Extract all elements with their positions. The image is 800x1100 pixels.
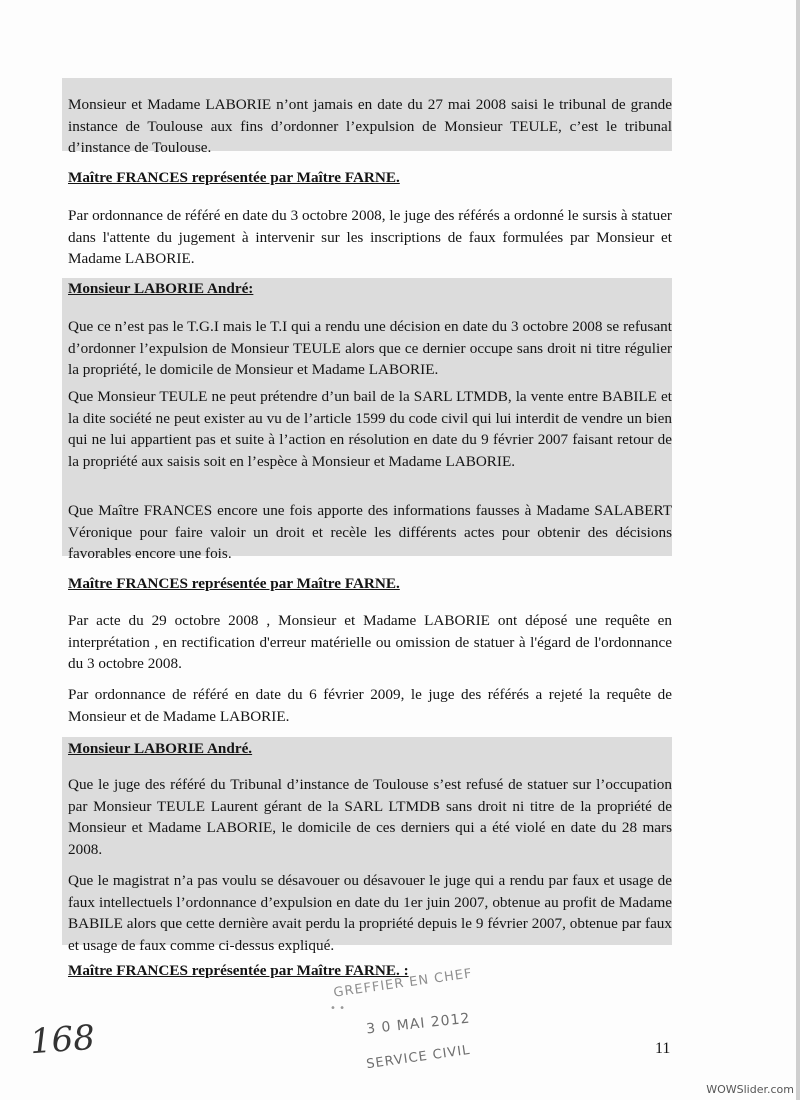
paragraph-referral-feb-2009: Par ordonnance de référé en date du 6 février 2009, le juge des référés a rejeté la requête de Monsieur et de Madame LABORIE. (68, 686, 672, 725)
heading-frances-3: Maître FRANCES représentée par Maître FARNE. : (68, 962, 409, 979)
heading-laborie-1: Monsieur LABORIE André: (68, 280, 254, 297)
page-number: 11 (655, 1040, 671, 1057)
paragraph-teule-lease: Que Monsieur TEULE ne peut prétendre d’un bail de la SARL LTMDB, la vente entre BABILE et la dite société ne peut exister au vu de l’article 1599 du code civil qui lui interdit de vendre un bien qui ne lui appartient pas et suite à l’action en résolution en date du 9 février 2007 faisant retour de la propriété aux saisis soit en l’espèce à Monsieur et Madame LABORIE. (68, 388, 672, 470)
stamp-date: 3 0 MAI 2012 (365, 1010, 472, 1038)
heading-frances-1: Maître FRANCES représentée par Maître FARNE. (68, 169, 400, 186)
watermark: WOWSlider.com (706, 1083, 794, 1096)
paragraph-referral-oct-2008: Par ordonnance de référé en date du 3 octobre 2008, le juge des référés a ordonné le sursis à statuer dans l'attente du jugement à intervenir sur les inscriptions de faux formulées par Monsieur et Madame LABORIE. (68, 207, 672, 267)
paragraph-ti-decision: Que ce n’est pas le T.G.I mais le T.I qui a rendu une décision en date du 3 octobre 2008 se refusant d’ordonner l’expulsion de Monsieur TEULE alors que ce dernier occupe sans droit ni titre régulier la propriété, le domicile de Monsieur et Madame LABORIE. (68, 318, 672, 378)
paragraph-false-information: Que Maître FRANCES encore une fois apporte des informations fausses à Madame SALABERT Véronique pour faire valoir un droit et recèle les différents actes pour obtenir des décisions favorables encore une fois. (68, 502, 672, 562)
stamp-service: SERVICE CIVIL (365, 1042, 472, 1073)
stamp-greffier: GREFFIER EN CHEF (332, 966, 474, 1001)
heading-frances-2: Maître FRANCES représentée par Maître FARNE. (68, 575, 400, 592)
paragraph-magistrate: Que le magistrat n’a pas voulu se désavouer ou désavouer le juge qui a rendu par faux et usage de faux intellectuels l’ordonnance d’expulsion en date du 1er juin 2007, obtenue au profit de Madame BABILE alors que cette dernière avait perdu la propriété depuis le 9 février 2007, obtenue par faux et usage de faux comme ci-dessus expliqué. (68, 872, 672, 954)
paragraph-request-oct-29: Par acte du 29 octobre 2008 , Monsieur et Madame LABORIE ont déposé une requête en interprétation , en rectification d'erreur matérielle ou omission de statuer à l'égard de l'ordonnance du 3 octobre 2008. (68, 612, 672, 672)
heading-laborie-2: Monsieur LABORIE André. (68, 740, 253, 757)
paragraph-judge-refused: Que le juge des référé du Tribunal d’instance de Toulouse s’est refusé de statuer sur l’occupation par Monsieur TEULE Laurent gérant de la SARL LTMDB sans droit ni titre de la propriété de Monsieur et Madame LABORIE, le domicile de ces derniers qui a été violé en date du 28 mars 2008. (68, 776, 672, 858)
stamp-dots: • • (330, 1003, 345, 1014)
handwritten-number: 168 (28, 1017, 97, 1063)
paragraph-tgi-seizure: Monsieur et Madame LABORIE n’ont jamais en date du 27 mai 2008 saisi le tribunal de grande instance de Toulouse aux fins d’ordonner l’expulsion de Monsieur TEULE, c’est le tribunal d’instance de Toulouse. (68, 96, 672, 156)
